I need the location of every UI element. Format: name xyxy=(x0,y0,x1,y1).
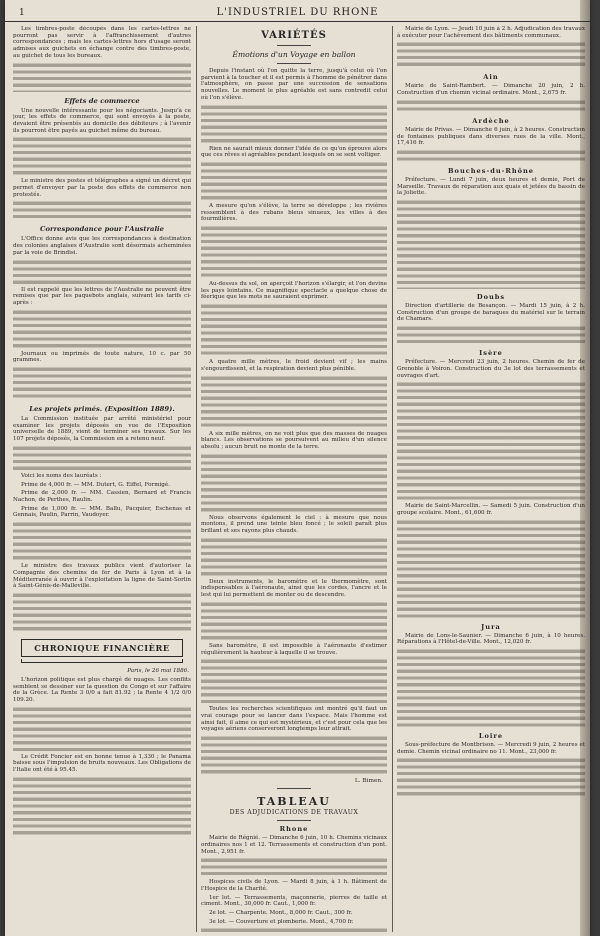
auction-entry: Préfecture. — Mercredi 23 juin, 2 heures. Chemin de fer de Grenoble à Voiron. Construction du 3e lot des terrassements et ouvrages d'art. xyxy=(397,359,585,379)
column-left xyxy=(13,26,191,932)
illegible-text-block xyxy=(201,658,387,704)
section-heading-isere: Isère xyxy=(479,349,503,358)
section-heading-loire: Loire xyxy=(478,732,504,741)
illegible-text-block xyxy=(13,521,191,561)
illegible-text-block xyxy=(201,303,387,357)
paragraph: L'horizon politique est plus chargé de nuages. Les conflits semblent se dessiner sur la question du Congo et sur l'affaire de la Grèce. La Rente 3 0/0 a fait 81.92 ; la Rente 4 1/2 0/0 109.20. xyxy=(13,676,191,704)
heading-effets-commerce: Effets de commerce xyxy=(64,96,140,105)
auction-entry: 2e lot. — Charpente. Mont., 8,000 fr. Caut., 300 fr. xyxy=(209,910,353,917)
section-heading-doubs: Doubs xyxy=(476,293,506,302)
auction-entry: Hospices civils de Lyon. — Mardi 8 juin, à 1 h. Bâtiment de l'Hospice de la Charité. xyxy=(201,879,387,892)
paragraph: Depuis l'instant où l'on quitte la terre, jusqu'à celui où l'on parvient à la toucher et il est permis à l'homme de pénétrer dans l'atmosphère, on passe par une succession de sensations nouvelles. Le moment le plus agréable est sans contredit celui où l'on s'élève. xyxy=(201,68,387,101)
illegible-text-block xyxy=(397,199,585,289)
illegible-text-block xyxy=(13,366,191,400)
auction-entry: Mairie de Saint-Rambert. — Dimanche 20 juin, 2 h. Construction d'un chemin vicinal ordinaire. Mont., 2,675 fr. xyxy=(397,83,585,97)
illegible-text-block xyxy=(13,200,191,220)
article-signature: L. Bimen. xyxy=(354,778,383,785)
auction-entry: Sous-préfecture de Montbrison. — Mercredi 9 juin, 2 heures et demie. Chemin vicinal ordinaire no 11. Mont., 23,000 fr. xyxy=(397,742,585,755)
auction-entry: Mairie de Lons-le-Saunier. — Dimanche 6 juin, à 10 heures. Réparations à l'Hôtel-de-Ville. Mont., 12,020 fr. xyxy=(397,632,585,646)
illegible-text-block xyxy=(201,537,387,577)
tableau-title: TABLEAU xyxy=(257,795,331,809)
title-divider xyxy=(277,45,311,46)
illegible-text-block xyxy=(201,161,387,201)
paragraph: Rien ne saurait mieux donner l'idée de ce qu'on éprouve alors que ces rêves si agréables pendant lesquels on se sent voltiger. xyxy=(201,145,387,159)
varietes-title: VARIÉTÉS xyxy=(261,30,327,41)
paragraph: Le ministre des postes et télégraphes a signé un décret qui permet d'envoyer par la poste des effets de commerce non protestés. xyxy=(13,178,191,198)
auction-entry: Mairie de Lyon. — Jeudi 10 juin à 2 h. Adjudication des travaux à exécuter pour l'achèvement des bâtiments communaux. xyxy=(397,26,585,39)
illegible-text-block xyxy=(201,375,387,429)
paragraph: Toutes les recherches scientifiques ont montré qu'il faut un vrai courage pour se lancer dans l'espace. Mais l'homme est ainsi fait, il aime ce qui est mystérieux, et c'est pour cela que les voyages aériens conserveront longtemps leur attrait. xyxy=(201,706,387,733)
paragraph: A mesure qu'on s'élève, la terre se développe ; les rivières ressemblent à des rubans bleus sinueux, les villes à des fourmilières. xyxy=(201,202,387,223)
paragraph: La Commission instituée par arrêté ministériel pour examiner les projets déposés en vue de l'Exposition universelle de 1889, vient de terminer ses travaux. Sur les 107 projets déposés, la Commission en a retenu neuf. xyxy=(13,416,191,443)
paragraph: Journaux ou imprimés de toute nature, 10 c. par 50 grammes. xyxy=(13,350,191,364)
article-intro: Les timbres-poste découpés dans les cartes-lettres ne pourront pas servir à l'affranchissement d'autres correspondances ; mais les cartes-lettres hors d'usage seront admises aux guichets en échange contre des timbres-poste, au guichet de tous les bureaux. xyxy=(13,26,191,59)
paragraph: A six mille mètres, on ne voit plus que des masses de nuages blancs. Les observations se poursuivent au milieu d'un silence absolu ; aucun bruit ne monte de la terre. xyxy=(201,430,387,450)
illegible-text-block xyxy=(397,757,585,797)
section-divider xyxy=(277,788,311,789)
auction-entry: Mairie de Saint-Marcellin. — Samedi 5 juin. Construction d'un groupe scolaire. Mont., 61,600 fr. xyxy=(397,503,585,516)
auction-entry: Préfecture. — Lundi 7 juin, deux heures et demie, Port de Marseille. Travaux de réparation aux quais et jetées du bassin de la Joliette. xyxy=(397,176,585,197)
section-divider xyxy=(277,820,311,821)
chronique-financiere-title: CHRONIQUE FINANCIÈRE xyxy=(21,639,183,657)
column-right xyxy=(397,26,585,932)
illegible-text-block xyxy=(397,149,585,163)
section-heading-ain: Ain xyxy=(483,73,499,82)
paragraph: Sans baromètre, il est impossible à l'aéronaute d'estimer régulièrement la hauteur à laquelle il se trouve. xyxy=(201,642,387,656)
illegible-text-block xyxy=(13,309,191,349)
illegible-text-block xyxy=(397,99,585,113)
illegible-text-block xyxy=(201,601,387,641)
auction-entry: Mairie de Régnié. — Dimanche 6 juin, 10 h. Chemins vicinaux ordinaires nos 1 et 12. Terrassements et construction d'un pont. Mont., 2,951 fr. xyxy=(201,835,387,855)
illegible-text-block xyxy=(201,735,387,775)
illegible-text-block xyxy=(13,136,191,176)
column-rule xyxy=(196,26,197,932)
paragraph: L'Office donne avis que les correspondances à destination des colonies anglaises d'Australie sont désormais acheminées par la voie de Brindisi. xyxy=(13,236,191,256)
section-heading-jura: Jura xyxy=(481,622,501,631)
varietes-subtitle: Émotions d'un Voyage en ballon xyxy=(232,50,356,59)
paragraph: Une nouvelle intéressante pour les négociants. Jusqu'à ce jour, les effets de commerce, qui sont envoyés à la poste, devaient être présentés au domicile des débiteurs ; à l'avenir ils pourront être payés au guichet même du bureau. xyxy=(13,107,191,134)
paragraph: Le ministre des travaux publics vient d'autoriser la Compagnie des chemins de fer de Paris à Lyon et à la Méditerranée à ouvrir à l'exploitation la ligne de Saint-Sorlin à Saint-Génis-de-Malleville. xyxy=(13,563,191,590)
illegible-text-block xyxy=(13,62,191,92)
illegible-text-block xyxy=(13,592,191,632)
illegible-text-block xyxy=(13,706,191,752)
illegible-text-block xyxy=(397,325,585,345)
auction-entry: 3e lot. — Couverture et plomberie. Mont., 4,700 fr. xyxy=(209,918,354,925)
prize-line: Prime de 1,000 fr. — MM. Ballu, Pacquier, Eschenas et Gennais, Paulin, Parrin, Vaudoyer. xyxy=(13,505,191,519)
heading-australie: Correspondance pour l'Australie xyxy=(40,225,164,234)
newspaper-title: L'INDUSTRIEL DU RHONE xyxy=(216,7,379,18)
auction-entry: 1er lot. — Terrassements, maçonnerie, pierres de taille et ciment. Mont., 30,000 fr. Caut., 1,000 fr. xyxy=(201,894,387,908)
illegible-text-block xyxy=(13,445,191,471)
section-heading-ardeche: Ardèche xyxy=(472,116,510,125)
paragraph: A quatre mille mètres, le froid devient vif ; les mains s'engourdissent, et la respiration devient plus pénible. xyxy=(201,359,387,372)
section-heading-rhone: Rhone xyxy=(279,825,309,834)
illegible-text-block xyxy=(397,41,585,69)
illegible-text-block xyxy=(13,259,191,285)
paragraph: Il est rappelé que les lettres de l'Australie ne peuvent être remises que par les paquebots anglais, suivant les tarifs ci-après : xyxy=(13,286,191,306)
illegible-text-block xyxy=(201,453,387,513)
illegible-text-block xyxy=(201,225,387,279)
paragraph: Le Crédit Foncier est en bonne tenue à 1,330 ; le Panama baisse sous l'impulsion de bruits nouveaux. Les Obligations de l'Italie ont été à 95.45. xyxy=(13,753,191,774)
page-number: 1 xyxy=(19,7,26,18)
heading-projets-primes: Les projets primés. (Exposition 1889). xyxy=(29,405,175,414)
illegible-text-block xyxy=(201,857,387,877)
column-middle xyxy=(201,26,387,932)
column-rule xyxy=(392,26,393,932)
prize-line: Prime de 2,000 fr. — MM. Cassien, Bernard et Francis Nachon, de Perthes, Raulin. xyxy=(13,490,191,503)
auction-entry: Direction d'artillerie de Besançon. — Mardi 15 juin, à 2 h. Construction d'un groupe de baraques du matériel sur le terrain de Chamars. xyxy=(397,303,585,323)
paragraph: Deux instruments, le baromètre et le thermomètre, sont indispensables à l'aéronaute, ainsi que les cordes, l'ancre et le lest qui lui permettent de monter ou de descendre. xyxy=(201,578,387,599)
illegible-text-block xyxy=(397,519,585,619)
paragraph: Au-dessus du sol, on aperçoit l'horizon s'élargir, et l'on devine les pays lointains. Ce magnifique spectacle a quelque chose de féerique que les mots ne sauraient exprimer. xyxy=(201,281,387,301)
newspaper-page xyxy=(5,0,590,936)
chronique-dateline: Paris, le 26 mai 1886. xyxy=(127,667,189,674)
title-divider xyxy=(277,63,311,64)
illegible-text-block xyxy=(201,927,387,932)
illegible-text-block xyxy=(201,104,387,144)
tableau-subtitle: DES ADJUDICATIONS DE TRAVAUX xyxy=(229,809,359,817)
section-heading-bouches-du-rhone: Bouches-du-Rhône xyxy=(447,166,535,175)
running-header xyxy=(5,4,590,22)
chronique-title-underline xyxy=(21,659,183,663)
paragraph: Nous observons également le ciel : à mesure que nous montons, il prend une teinte bleu foncé ; le soleil paraît plus brillant et ses rayons plus chauds. xyxy=(201,514,387,535)
illegible-text-block xyxy=(13,776,191,836)
paragraph: Voici les noms des lauréats : xyxy=(21,472,102,479)
illegible-text-block xyxy=(397,648,585,728)
auction-entry: Mairie de Privas. — Dimanche 6 juin, à 2 heures. Construction de fontaines publiques dans diverses rues de la ville. Mont., 17,416 fr. xyxy=(397,126,585,147)
illegible-text-block xyxy=(397,381,585,501)
prize-line: Prime de 4,000 fr. — MM. Dutert, G. Eiffel, Formigé. xyxy=(21,481,170,488)
